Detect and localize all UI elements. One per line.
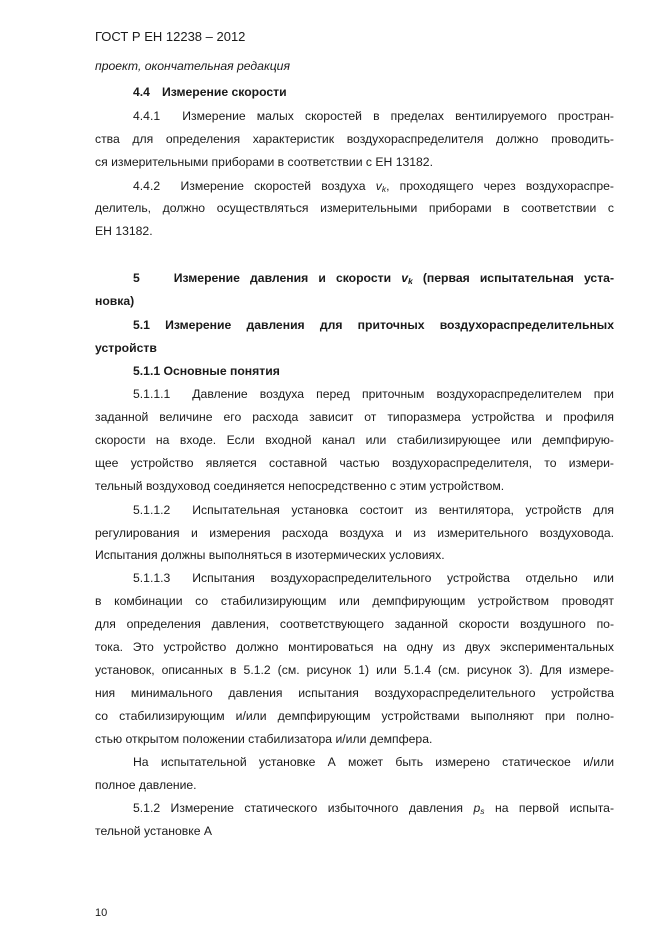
para-5-1-2-line-2: тельной установке А bbox=[95, 824, 213, 838]
para-5-1-1-3-line-7: со стабилизирующим и/или демпфирующим устройствами выполняют при полно- bbox=[95, 709, 614, 723]
para-4-4-1-line-3: ся измерительными приборами в соответствии с ЕН 13182. bbox=[95, 155, 433, 169]
section-5-heading-line-2: новка) bbox=[95, 294, 135, 308]
standard-designation: ГОСТ Р ЕН 12238 – 2012 bbox=[95, 29, 246, 44]
text: Измерение скоростей воздуха bbox=[180, 179, 366, 193]
symbol-subscript: s bbox=[480, 806, 485, 816]
para-5-1-1-1-line-2: заданной величине его расхода зависит от типоразмера устройства и профиля bbox=[95, 410, 614, 424]
symbol-subscript: k bbox=[407, 276, 413, 286]
para-4-4-2-line-2: делитель, должно осуществляться измерительными приборами в соответствии с bbox=[95, 201, 614, 215]
section-5-1-heading-line-2: устройств bbox=[95, 341, 157, 355]
text: Давление воздуха перед приточным воздухораспределителем при bbox=[192, 387, 614, 401]
para-5-1-1-1-line-3: скорости на входе. Если входной канал или стабилизирующее или демпфирую- bbox=[95, 433, 614, 447]
page-number: 10 bbox=[95, 907, 108, 919]
para-installation-a-line-1: На испытательной установке А может быть измерено статическое и/или bbox=[133, 755, 614, 769]
clause-number: 5.1.1.3 bbox=[133, 571, 171, 585]
document-status: проект, окончательная редакция bbox=[95, 59, 290, 73]
symbol-v: v bbox=[375, 179, 382, 193]
para-5-1-1-1-line-4: щее устройство является составной частью воздухораспределителя, то измери- bbox=[95, 456, 614, 470]
para-5-1-1-1-line-5: тельный воздуховод соединяется непосредственно с этим устройством. bbox=[95, 479, 505, 493]
para-4-4-1-line-2: ства для определения характеристик воздухораспределителя должно проводить- bbox=[95, 132, 614, 146]
section-5-1-1-heading: 5.1.1 Основные понятия bbox=[133, 364, 280, 378]
symbol-p: p bbox=[473, 801, 481, 815]
para-5-1-1-3-line-3: для определения давления, соответствующего заданной скорости воздушного по- bbox=[95, 617, 614, 631]
text: Измерение малых скоростей в пределах вентилируемого простран- bbox=[182, 109, 614, 123]
para-4-4-2-line-3: ЕН 13182. bbox=[95, 224, 153, 238]
para-4-4-1-line-1 bbox=[133, 108, 614, 124]
symbol-v: v bbox=[401, 271, 408, 285]
para-5-1-2-line-1 bbox=[133, 800, 614, 819]
clause-number: 5.1.1.1 bbox=[133, 387, 171, 401]
text: Испытательная установка состоит из вентилятора, устройств для bbox=[192, 503, 614, 517]
section-title: Измерение скорости bbox=[161, 85, 287, 99]
text: , проходящего через воздухораспре- bbox=[386, 179, 614, 193]
text: (первая испытательная уста- bbox=[422, 271, 615, 285]
para-5-1-1-2-line-2: регулирования и измерения расхода воздуха и из измерительного воздуховода. bbox=[95, 526, 614, 540]
symbol-subscript: k bbox=[381, 184, 387, 194]
section-number: 5 bbox=[133, 271, 140, 285]
para-5-1-1-3-line-2: в комбинации со стабилизирующим или демпфирующим устройством проводят bbox=[95, 594, 614, 608]
text: на первой испыта- bbox=[494, 801, 614, 815]
section-number: 4.4 bbox=[133, 85, 150, 99]
para-5-1-1-3-line-5: установок, описанных в 5.1.2 (см. рисунок 1) или 5.1.4 (см. рисунок 3). Для измере- bbox=[95, 663, 614, 677]
para-5-1-1-1-line-1 bbox=[133, 386, 614, 402]
para-5-1-1-3-line-8: стью открытом положении стабилизатора и/или демпфера. bbox=[95, 732, 433, 746]
para-5-1-1-3-line-6: ния минимального давления испытания воздухораспределительного устройства bbox=[95, 686, 614, 700]
para-4-4-2-line-1 bbox=[133, 178, 614, 197]
para-5-1-1-2-line-1 bbox=[133, 502, 614, 518]
para-5-1-1-2-line-3: Испытания должны выполняться в изотермических условиях. bbox=[95, 548, 445, 562]
clause-number: 4.4.2 bbox=[133, 179, 161, 193]
text: 5.1.2 Измерение статического избыточного давления bbox=[133, 801, 464, 815]
clause-number: 5.1.1.2 bbox=[133, 503, 171, 517]
section-4-4-heading bbox=[133, 84, 614, 100]
para-5-1-1-3-line-1 bbox=[133, 570, 614, 586]
clause-number: 4.4.1 bbox=[133, 109, 161, 123]
para-installation-a-line-2: полное давление. bbox=[95, 778, 197, 792]
text: Испытания воздухораспределительного устройства отдельно или bbox=[192, 571, 614, 585]
section-5-1-heading: 5.1 Измерение давления для приточных воздухораспределительных bbox=[133, 318, 614, 332]
text: Измерение давления и скорости bbox=[173, 271, 392, 285]
section-5-heading bbox=[133, 270, 614, 289]
para-5-1-1-3-line-4: тока. Это устройство должно монтироваться на одну из двух экспериментальных bbox=[95, 640, 614, 654]
